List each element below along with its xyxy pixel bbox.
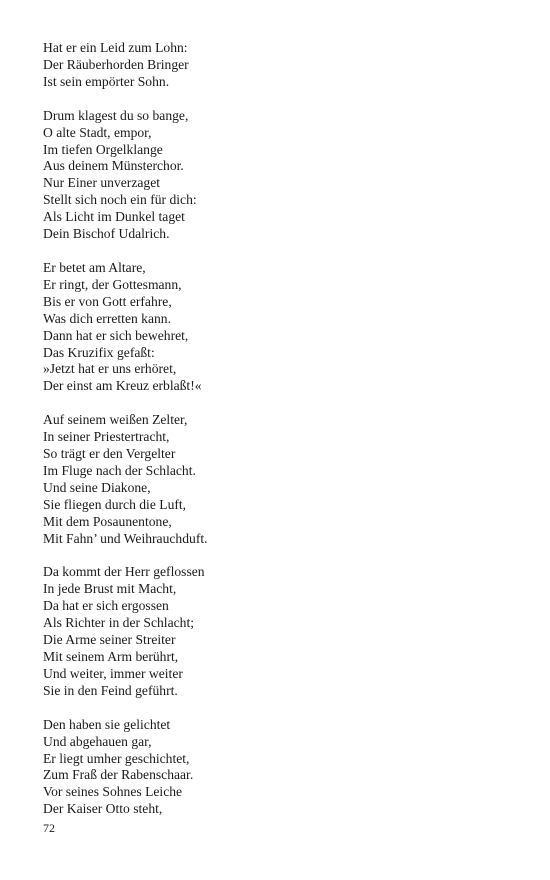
page-number: 72 [43, 821, 55, 835]
poem-line: Ist sein empörter Sohn. [43, 73, 170, 89]
poem-line: Drum klagest du so bange, [43, 107, 189, 123]
poem-line: Nur Einer unverzaget [43, 175, 161, 191]
poem-line: Und weiter, immer weiter [43, 665, 183, 681]
poem-line: Den haben sie gelichtet [43, 716, 171, 732]
stanza [43, 717, 523, 818]
poem-line: Der Räuberhorden Bringer [43, 56, 189, 72]
poem-line: Er liegt umher geschichtet, [43, 750, 190, 766]
poem-line: In jede Brust mit Macht, [43, 581, 177, 597]
poem-line: Sie fliegen durch die Luft, [43, 496, 187, 512]
poem-line: Er ringt, der Gottesmann, [43, 276, 182, 292]
poem-line: Mit dem Posaunentone, [43, 513, 172, 529]
poem-line: So trägt er den Vergelter [43, 446, 176, 462]
poem-line: Als Richter in der Schlacht; [43, 615, 195, 631]
poem-line: O alte Stadt, empor, [43, 124, 152, 140]
poem-line: Mit Fahn’ und Weihrauchduft. [43, 530, 208, 546]
poem-line: »Jetzt hat er uns erhöret, [43, 361, 177, 377]
poem-line: Und abgehauen gar, [43, 733, 152, 749]
poem-line: Mit seinem Arm berührt, [43, 649, 179, 664]
poem-line: Der einst am Kreuz erblaßt!« [43, 378, 202, 394]
poem-line: In seiner Priestertracht, [43, 429, 170, 445]
poem-line: Der Kaiser Otto steht, [43, 801, 163, 817]
poem-text [43, 40, 523, 835]
poem-line: Bis er von Gott erfahre, [43, 293, 172, 309]
stanza [43, 40, 523, 91]
poem-line: Dein Bischof Udalrich. [43, 226, 170, 242]
poem-line: Hat er ein Leid zum Lohn: [43, 40, 188, 55]
poem-line: Was dich erretten kann. [43, 310, 171, 326]
poem-line: Die Arme seiner Streiter [43, 632, 176, 648]
poem-line: Dann hat er sich bewehret, [43, 327, 189, 343]
poem-line: Im Fluge nach der Schlacht. [43, 462, 196, 478]
poem-line: Aus deinem Münsterchor. [43, 158, 184, 174]
poem-line: Da hat er sich ergossen [43, 598, 169, 614]
poem-line: Als Licht im Dunkel taget [43, 209, 185, 225]
poem-line: Da kommt der Herr geflossen [43, 564, 205, 580]
poem-line: Das Kruzifix gefaßt: [43, 344, 155, 360]
poem-line: Stellt sich noch ein für dich: [43, 192, 197, 208]
poem-line: Auf seinem weißen Zelter, [43, 412, 188, 428]
poem-line: Sie in den Feind geführt. [43, 682, 178, 698]
stanza [43, 564, 523, 699]
poem-line: Und seine Diakone, [43, 479, 151, 495]
poem-line: Er betet am Altare, [43, 259, 146, 275]
stanza [43, 260, 523, 395]
poem-line: Zum Fraß der Rabenschaar. [43, 767, 194, 783]
poem-line: Vor seines Sohnes Leiche [43, 784, 183, 800]
poem-line: Im tiefen Orgelklange [43, 141, 163, 157]
stanza [43, 412, 523, 547]
stanza [43, 108, 523, 243]
